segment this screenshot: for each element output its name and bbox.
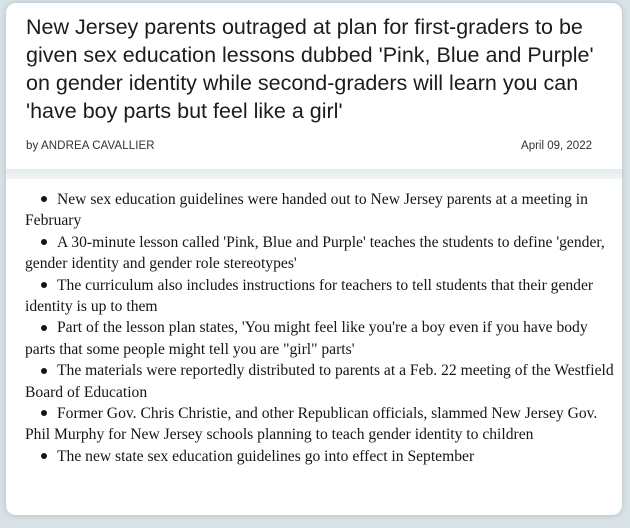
article-date: April 09, 2022 — [521, 140, 592, 152]
summary-bullet-text: The materials were reportedly distributed to parents at a Feb. 22 meeting of the Westfield Board of Education — [25, 362, 614, 401]
summary-bullet-text: The new state sex education guidelines go into effect in September — [57, 447, 475, 465]
article-byline: by ANDREA CAVALLIER — [26, 140, 155, 152]
summary-bullet — [25, 360, 617, 403]
summary-bullet — [25, 446, 617, 467]
article-summary — [6, 179, 622, 515]
summary-bullet — [25, 275, 617, 318]
summary-bullet — [25, 317, 617, 360]
section-divider — [6, 169, 622, 179]
summary-bullet-text: Former Gov. Chris Christie, and other Republican officials, slammed New Jersey Gov. Phil Murphy for New Jersey schools planning to teach gender identity to children — [25, 405, 598, 444]
summary-bullet — [25, 189, 617, 232]
bullet-dot-icon — [41, 325, 47, 331]
article-card — [6, 3, 622, 515]
bullet-dot-icon — [41, 282, 47, 288]
summary-bullet — [25, 403, 617, 446]
summary-bullet-list — [25, 189, 617, 467]
summary-bullet-text: Part of the lesson plan states, 'You might feel like you're a boy even if you have body parts that some people might tell you are "girl" parts' — [25, 319, 588, 358]
article-header — [6, 3, 622, 169]
bullet-dot-icon — [41, 410, 47, 416]
bullet-dot-icon — [41, 239, 47, 245]
summary-bullet-text: New sex education guidelines were handed out to New Jersey parents at a meeting in February — [25, 191, 588, 230]
summary-bullet-text: The curriculum also includes instructions for teachers to tell students that their gender identity is up to them — [25, 276, 594, 316]
summary-bullet — [25, 232, 617, 275]
bullet-dot-icon — [41, 453, 47, 459]
bullet-dot-icon — [41, 196, 47, 202]
summary-bullet-text: A 30-minute lesson called 'Pink, Blue and Purple' teaches the students to define 'gender, gender identity and gender role stereotypes' — [25, 233, 605, 273]
article-headline: New Jersey parents outraged at plan for first-graders to be given sex education lessons dubbed 'Pink, Blue and Purple' on gender identity while second-graders will learn you can 'have boy parts but feel like a girl' — [26, 15, 594, 123]
bullet-dot-icon — [41, 368, 47, 374]
